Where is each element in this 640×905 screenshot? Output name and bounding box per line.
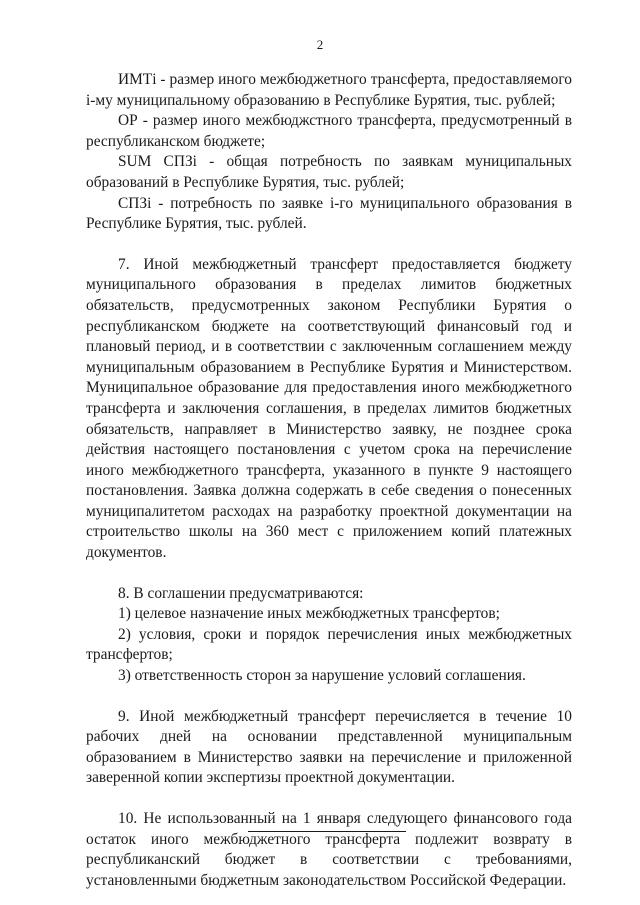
definition-spz: СПЗi - потребность по заявке i-го муниципального образования в Республике Бурятия, тыс. рублей. [86,194,572,233]
section-9-paragraph: 9. Иной межбюджетный трансферт перечисляется в течение 10 рабочих дней на основании представленной муниципальным образованием в Министерство заявки на перечисление и приложенной заверенной копии экспертизы проектной документации. [86,707,572,787]
definitions-block [86,70,572,235]
section-7-paragraph: 7. Иной межбюджетный трансферт предоставляется бюджету муниципального образования в пределах лимитов бюджетных обязательств, предусмотренных законом Республики Бурятия о республиканском бюджете на соответствующий финансовый год и плановый период, и в соответствии с заключенным соглашением между муниципальным образованием в Республике Бурятия и Министерством. Муниципальное образование для предоставления иного межбюджетного трансферта и заключения соглашения, в пределах лимитов бюджетных обязательств, направляет в Министерство заявку, не позднее срока действия настоящего постановления с учетом срока на перечисление иного межбюджетного трансферта, указанного в пункте 9 настоящего постановления. Заявка должна содержать в себе сведения о понесенных муниципалитетом расходах на разработку проектной документации на строительство школы на 360 мест с приложением копий платежных документов. [86,255,572,562]
definition-imt: ИМТi - размер иного межбюджетного трансферта, предоставляемого i-му муниципальному образованию в Республике Бурятия, тыс. рублей; [86,71,572,109]
definition-op: ОР - размер иного межбюджстного трансферта, предусмотренный в республиканском бюджете; [86,112,572,150]
section-8-heading: 8. В соглашении предусматриваются: [118,584,364,602]
section-8-item-3: 3) ответственность сторон за нарушение условий соглашения. [118,667,526,685]
section-8-item-2: 2) условия, сроки и порядок перечисления иных межбюджетных трансфертов; [86,625,572,664]
end-separator-line [248,831,406,832]
section-8-block [86,584,572,687]
paragraph-gap [86,789,572,809]
definition-sum-spz: SUM СПЗi - общая потребность по заявкам муниципальных образований в Республике Бурятия, тыс. рублей; [86,153,572,191]
section-10-paragraph: 10. Не использованный на 1 января следующего финансового года остаток иного межбюджетного трансферта подлежит возврату в республиканский бюджет в соответствии с требованиями, установленными бюджетным законодательством Российской Федерации. [86,810,572,889]
paragraph-gap [86,687,572,707]
section-8-item-1: 1) целевое назначение иных межбюджетных трансфертов; [118,605,500,623]
paragraph-gap [86,235,572,255]
paragraph-gap [86,564,572,584]
document-body [86,70,572,891]
page-number: 2 [316,37,324,52]
